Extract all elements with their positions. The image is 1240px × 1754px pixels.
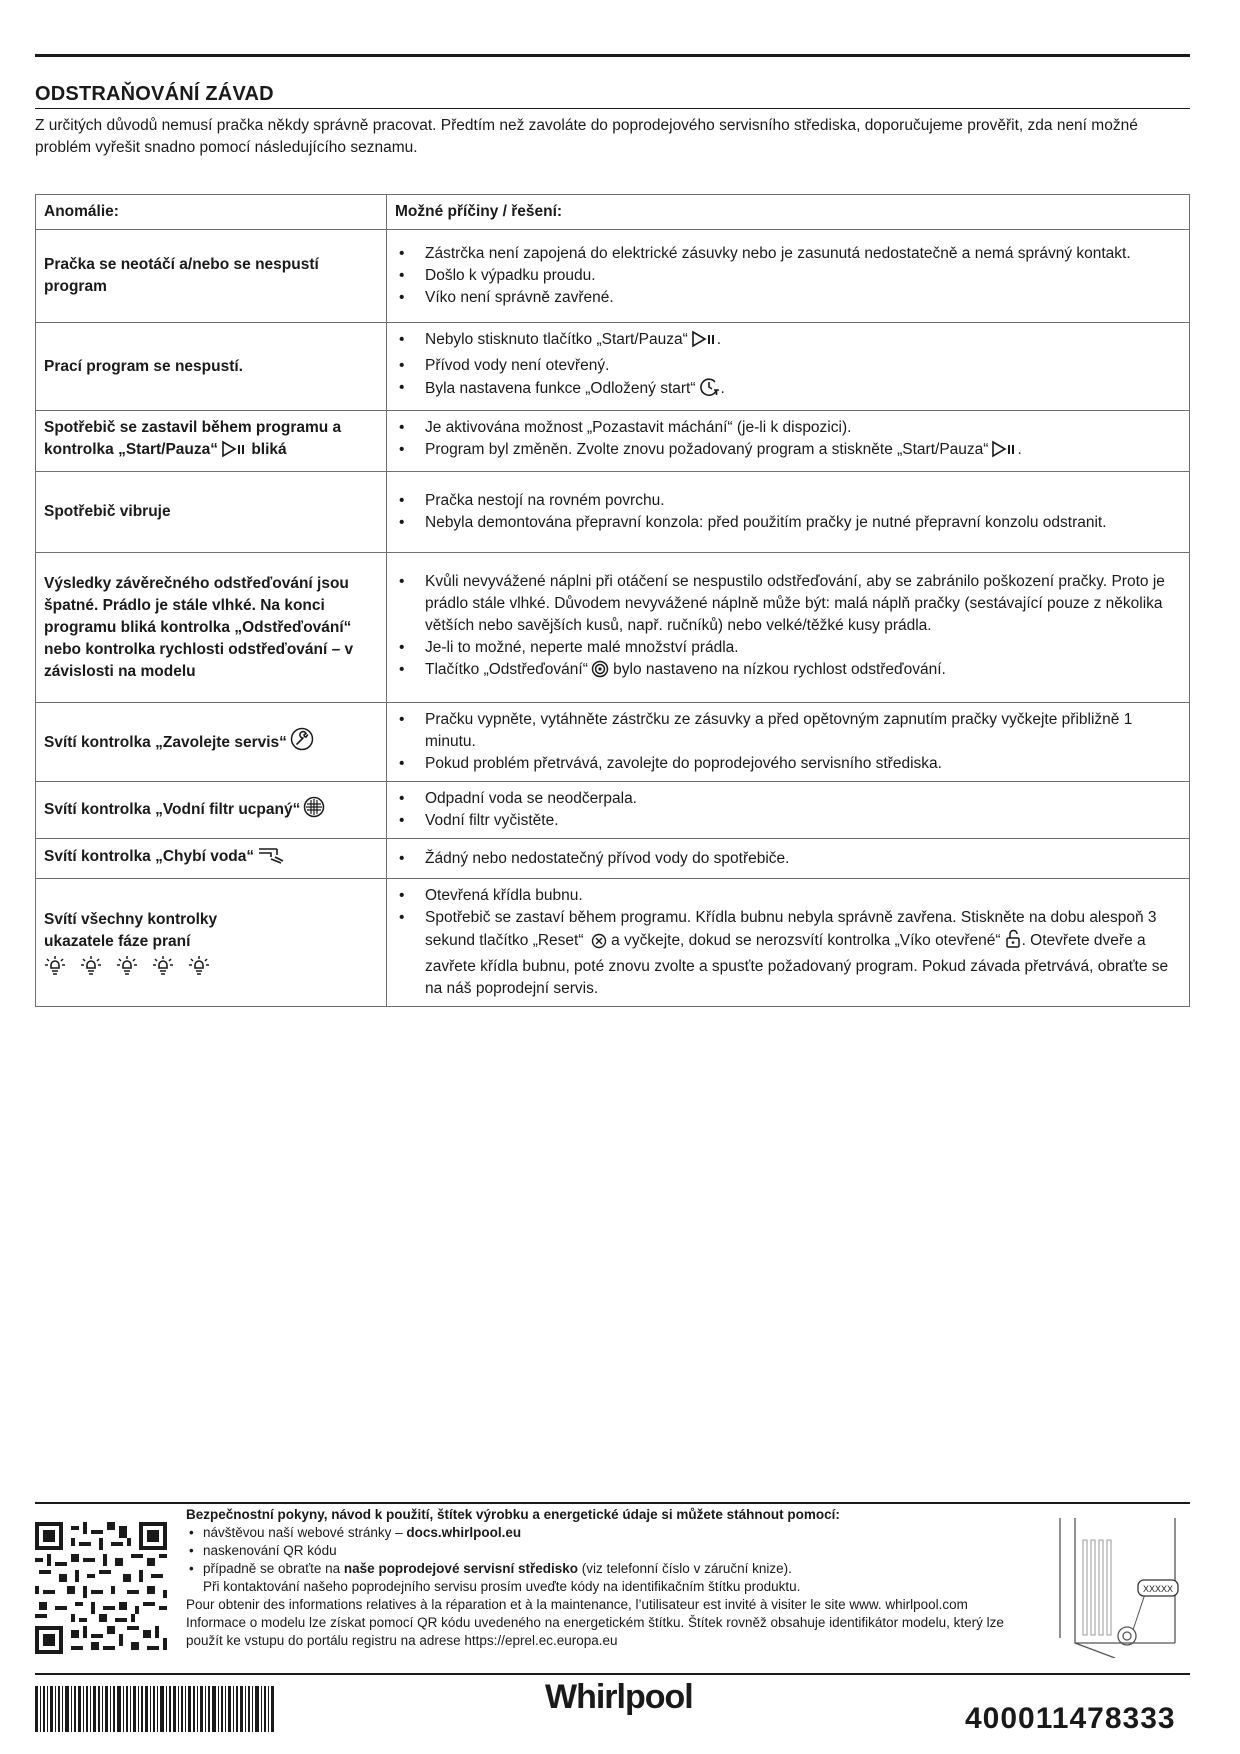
anomaly-cell: Spotřebič se zastavil během programu a kontrolka „Start/Pauza“ bliká [36,411,387,472]
anomaly-cell: Svítí kontrolka „Zavolejte servis“ [36,703,387,782]
list-item: • Otevřená křídla bubnu. [395,885,1181,907]
table-row [36,703,1190,782]
list-item: • Odpadní voda se neodčerpala. [395,788,1181,810]
start-pause-icon [221,440,247,465]
causes-cell [387,782,1190,839]
troubleshooting-table [35,194,1190,1007]
reset-icon [591,933,607,956]
list-item: • Nebylo stisknuto tlačítko „Start/Pauza“ . [395,329,1181,355]
table-row [36,553,1190,703]
table-header-row [36,195,1190,230]
table-row [36,411,1190,472]
service-wrench-icon [290,727,314,758]
causes-cell [387,411,1190,472]
anomaly-cell: Svítí kontrolka „Vodní filtr ucpaný“ [36,782,387,839]
list-item: • Pokud problém přetrvává, zavolejte do poprodejového servisního střediska. [395,753,1181,775]
list-item: • Víko není správně zavřené. [395,287,1181,309]
causes-cell [387,472,1190,553]
plate-label: XXXXX [1142,1584,1174,1594]
list-item: • Přívod vody není otevřený. [395,355,1181,377]
list-item: • Program byl změněn. Zvolte znovu požadovaný program a stiskněte „Start/Pauza“ . [395,439,1181,465]
anomaly-cell: Výsledky závěrečného odstřeďování jsou špatné. Prádlo je stále vlhké. Na konci programu bliká kontrolka „Odstřeďování“ nebo kontrolka rychlosti odstřeďování – v závislosti na modelu [36,553,387,703]
list-item: • Zástrčka není zapojená do elektrické zásuvky nebo je zasunutá nedostatečně a nemá správný kontakt. [395,243,1181,265]
water-tap-icon [257,845,285,872]
anomaly-cell: Prací program se nespustí. [36,323,387,411]
water-filter-icon [303,796,325,825]
wash-phase-icon [80,955,102,977]
list-item: • Žádný nebo nedostatečný přívod vody do spotřebiče. [395,848,1181,870]
list-item: • Došlo k výpadku proudu. [395,265,1181,287]
table-row [36,782,1190,839]
anomaly-cell: Pračka se neotáčí a/nebo se nespustí program [36,230,387,323]
wash-phase-icon [44,955,66,977]
footer-divider [35,1502,1190,1504]
list-item: • Pračka nestojí na rovném povrchu. [395,490,1181,512]
list-item: • Byla nastavena funkce „Odložený start“ . [395,377,1181,404]
causes-cell [387,879,1190,1007]
causes-cell [387,703,1190,782]
top-rule [35,54,1190,57]
wash-phase-icon [188,955,210,977]
start-pause-icon [991,440,1017,465]
table-row [36,879,1190,1007]
list-item: • Pračku vypněte, vytáhněte zástrčku ze zásuvky a před opětovným zapnutím pračky vyčkejte přibližně 1 minutu. [395,709,1181,753]
wash-phase-icon [116,955,138,977]
footer-divider [35,1673,1190,1675]
list-item: • Vodní filtr vyčistěte. [395,810,1181,832]
delayed-start-icon [699,377,721,404]
table-row [36,472,1190,553]
product-code: 400011478333 [965,1702,1176,1735]
spin-icon [591,660,609,685]
rating-plate-illustration [1055,1518,1190,1663]
start-pause-icon [691,330,717,355]
intro-paragraph: Z určitých důvodů nemusí pračka někdy správně pracovat. Předtím než zavoláte do poprodejového servisního střediska, doporučujeme prověřit, zda není možné problém vyřešit snadno pomocí následujícího seznamu. [35,117,1138,156]
list-item: • Je aktivována možnost „Pozastavit máchání“ (je-li k dispozici). [395,417,1181,439]
list-item: • Kvůli nevyvážené náplni při otáčení se nespustilo odstřeďování, aby se zabránilo poškození pračky. Proto je prádlo stále vlhké. Důvodem nevyvážené náplně může být: malá náplň pračky (sestávající pouze z několika větších nebo savějších kusů, např. ručníků) nebo velké/těžké kusy prádla. [395,571,1181,637]
table-row [36,323,1190,411]
list-item: • případně se obraťte na naše poprodejové servisní středisko (viz telefonní číslo v záruční knize). [186,1560,1026,1578]
list-item: • Je-li to možné, neperte malé množství prádla. [395,637,1181,659]
lid-open-icon [1004,929,1022,956]
header-anomaly: Anomálie: [36,195,387,230]
table-row [36,839,1190,879]
causes-cell [387,230,1190,323]
anomaly-cell: Svítí kontrolka „Chybí voda“ [36,839,387,879]
list-item: • návštěvou naší webové stránky – docs.whirlpool.eu [186,1524,1026,1542]
list-item: • Nebyla demontována přepravní konzola: před použitím pračky je nutné přepravní konzolu odstranit. [395,512,1181,534]
anomaly-cell: Spotřebič vibruje [36,472,387,553]
list-item: • Tlačítko „Odstřeďování“ bylo nastaveno na nízkou rychlost odstřeďování. [395,659,1181,685]
qr-code[interactable] [35,1522,167,1659]
table-row [36,230,1190,323]
whirlpool-logo: Whirlpool [545,1678,693,1716]
causes-cell [387,553,1190,703]
wash-phase-icon [152,955,174,977]
barcode [35,1686,275,1737]
causes-cell [387,323,1190,411]
footer-info: Bezpečnostní pokyny, návod k použití, štítek výrobku a energetické údaje si můžete stáhnout pomocí: • návštěvou naší webové stránky – docs.whirlpool.eu • naskenování QR kódu • případně se obraťte na naše poprodejové servisní středisko (viz telefonní číslo v záruční knize). Při kontaktování našeho poprodejního servisu prosím uveďte kódy na identifikačním štítku produktu. Pour obtenir des informations relatives à la réparation et à la maintenance, l’utilisateur est invité à visiter le site www. whirlpool.com Informace o modelu lze získat pomocí QR kódu uvedeného na energetickém štítku. Štítek rovněž obsahuje identifikátor modelu, který lze použít ke vstupu do portálu registru na adrese https://eprel.ec.europa.eu [186,1506,1026,1650]
header-causes: Možné příčiny / řešení: [387,195,1190,230]
docs-link[interactable]: docs.whirlpool.eu [406,1525,522,1540]
page-title: ODSTRAŇOVÁNÍ ZÁVAD [35,83,1190,109]
list-item: • Spotřebič se zastaví během programu. Křídla bubnu nebyla správně zavřena. Stiskněte na dobu alespoň 3 sekund tlačítko „Reset“ a vyčkejte, dokud se nerozsvítí kontrolka „Víko otevřené“ . Otevřete dveře a zavřete křídla bubnu, poté znovu zvolte a spusťte požadovaný program. Pokud závada přetrvává, obraťte se na náš poprodejní servis. [395,907,1181,1000]
causes-cell [387,839,1190,879]
anomaly-cell: Svítí všechny kontrolky ukazatele fáze praní [36,879,387,1007]
list-item: • naskenování QR kódu [186,1542,1026,1560]
wash-phase-indicators [44,955,378,977]
